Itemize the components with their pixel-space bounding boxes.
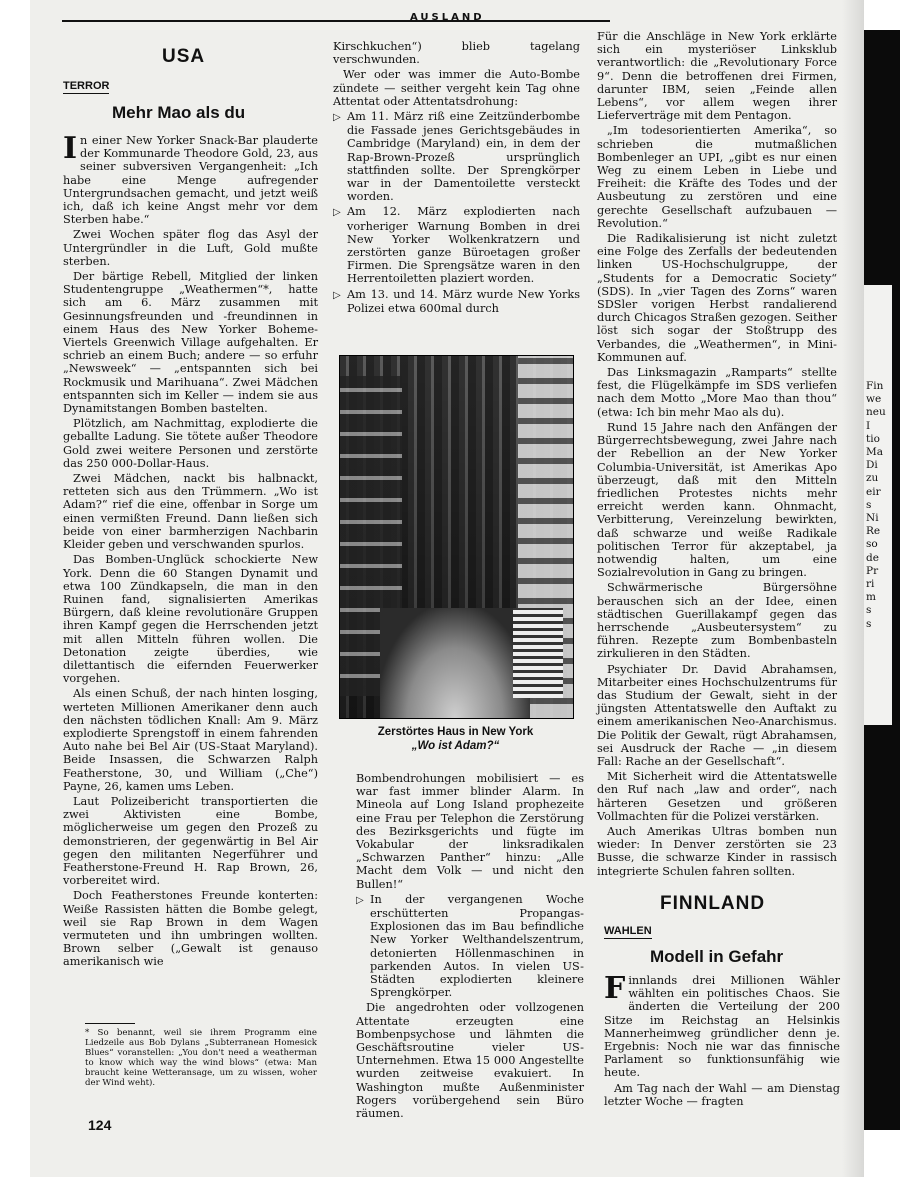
photo-rubble (380, 608, 530, 718)
footnote: * So benannt, weil sie ihrem Programm eine Liedzeile aus Bob Dylans „Subterranean Homesick Blues“ voranstellen: „You don't need a weatherman to know which way the wind blows“ (etwa: Man braucht keine Wetteransage, um zu wissen, woher der Wind weht). (85, 1028, 317, 1088)
edge-text-block (866, 380, 886, 631)
paragraph: Rund 15 Jahre nach den Anfängen der Bürgerrechtsbewegung, zwei Jahre nach der Rebellion an der New Yorker Columbia-Universität, ist Amerikas Apo überzeugt, daß mit den Mitteln friedlichen Protestes nichts mehr erreicht werden kann. Ohnmacht, Verbitterung, Vereinzelung bewirkten, daß schwarze und weiße Radikale politischen Terror für akzeptabel, ja notwendig halten, um eine Sozialrevolution in Gang zu bringen. (597, 420, 837, 580)
paragraph: Laut Polizeibericht transportierten die zwei Aktivisten eine Bombe, möglicherweise um gegen den Prozeß zu demonstrieren, der gegenwärtig in Bel Air gegen den militanten Negerführer und Featherstone-Freund H. Rap Brown, 26, vorbereitet wird. (63, 794, 318, 888)
paragraph: Die angedrohten oder vollzogenen Attentate erzeugten eine Bombenpsychose und lähmten die Geschäftsroutine vieler US-Unternehmen. Etwa 15 000 Angestellte wurden zeitweise evakuiert. In Washington mußte Außenminister Rogers vorübergehend sein Büro räumen. (356, 1001, 584, 1121)
footnote-rule (85, 1023, 135, 1024)
paragraph: Kirschkuchen“) blieb tagelang verschwunden. (333, 40, 580, 67)
column-2-bottom (356, 772, 584, 1122)
section-country-usa: USA (162, 46, 206, 67)
triangle-bullet-icon: ▷ (333, 207, 341, 219)
bullet-item: ▷ In der vergangenen Woche erschütterten Propangas-Explosionen das im Bau befindliche New Yorker Welthandelszentrum, detonierten Höllenmaschinen in parkenden Autos. In vielen US-Städten explodierten kleinere Sprengkörper. (356, 892, 584, 1000)
paragraph: In einer New Yorker Snack-Bar plauderte der Kommunarde Theodore Gold, 23, aus seiner subversiven Vergangenheit: „Ich habe eine Menge aufregender Untergrundsachen gemacht, und jetzt weiß ich, daß ich keine Angst mehr vor dem Sterben habe.“ (63, 131, 318, 227)
edge-fragment: ri (866, 578, 875, 591)
paragraph: Als einen Schuß, der nach hinten losging, werteten Millionen Amerikaner denn auch den nächsten tödlichen Knall: Am 9. März explodierte Sprengstoff in einem fahrenden Auto nahe bei Bel Air (US-Staat Maryland). Beide Insassen, die Schwarzen Ralph Featherstone, 30, und William („Che“) Payne, 26, kamen ums Leben. (63, 687, 318, 793)
paragraph: Doch Featherstones Freunde konterten: Weiße Rassisten hätten die Bombe gelegt, weil sie Rap Brown in dem Wagen vermuteten und ihn umbringen wollten. Brown selber („Gewalt ist genauso amerikanisch wie (63, 889, 318, 969)
paragraph: Zwei Wochen später flog das Asyl der Untergründler in die Luft, Gold mußte sterben. (63, 228, 318, 268)
edge-fragment: m (866, 591, 876, 604)
edge-fragment: s (866, 617, 872, 630)
paragraph: „Im todesorientierten Amerika“, so schrieben die mutmaßlichen Bombenleger an UPI, „gibt es nur einen Weg zu einem Leben in Liebe und Freiheit: die Kräfte des Todes und der Ausbeutung zu zerstören und eine gerechte Gesellschaft aufzubauen — Revolution.“ (597, 124, 837, 230)
headline-finnland: Modell in Gefahr (650, 947, 784, 966)
photo-caption (339, 725, 572, 753)
column-finnland (604, 971, 840, 1110)
paragraph: Finnlands drei Millionen Wähler wählten ein politisches Chaos. Sie änderten die Verteilung der 200 Sitze im Reichstag an Helsinkis Mannerheimweg gründlicher denn je. Ergebnis: Noch nie war das finnische Parlament so funktionsunfähig wie heute. (604, 971, 840, 1080)
rubric-wahlen: WAHLEN (604, 925, 652, 937)
paragraph: Zwei Mädchen, nackt bis halbnackt, retteten sich aus den Trümmern. „Wo ist Adam?“ rief die eine, offenbar in Sorge um einen vermißten Freund. Dann ließen sich beide von einer barmherzigen Nachbarin Kleider geben und verschwanden spurlos. (63, 472, 318, 552)
caption-line: „Wo ist Adam?“ (411, 740, 500, 752)
column-2-top (333, 40, 580, 317)
header-rule (62, 20, 610, 22)
photo-stairs (513, 608, 563, 698)
edge-fragment: Fin (866, 380, 884, 392)
column-3 (597, 30, 837, 880)
paragraph: Plötzlich, am Nachmittag, explodierte die geballte Ladung. Sie tötete außer Theodore Gold zwei weitere Personen und zerstörte das 250 000-Dollar-Haus. (63, 417, 318, 470)
edge-fragment: Ma (866, 446, 884, 459)
paragraph: Das Bomben-Unglück schockierte New York. Denn die 60 Stangen Dynamit und etwa 100 Zündkapseln, die man in den Ruinen fand, signalisierten Amerikas Bürgern, daß kleine revolutionäre Gruppen ihren Kampf gegen die Herrschenden jetzt mit allen Mitteln führen wollen. Die Detonation zeigte überdies, wie dilettantisch die eifernden Feuerwerker vorgehen. (63, 553, 318, 686)
paragraph: Schwärmerische Bürgersöhne berauschen sich an der Idee, einen städtischen Guerillakampf gegen das herrschende „Ausbeutersystem“ zu führen. Rezepte zum Bombenbasteln zirkulieren in den Städten. (597, 581, 837, 661)
edge-fragment: s (866, 604, 872, 617)
paragraph: Am Tag nach der Wahl — am Dienstag letzter Woche — fragten (604, 1081, 840, 1108)
triangle-bullet-icon: ▷ (356, 894, 364, 906)
paragraph: Das Linksmagazin „Ramparts“ stellte fest, die Flügelkämpfe im SDS verliefen nach dem Motto „More Mao than thou“ (etwa: Ich bin mehr Mao als du). (597, 366, 837, 419)
edge-fragment: Pr (866, 564, 879, 577)
edge-fragment: Re (866, 525, 881, 538)
running-head: AUSLAND (410, 12, 485, 23)
edge-fragment: neu (866, 406, 886, 419)
bullet-item: ▷ Am 13. und 14. März wurde New Yorks Polizei etwa 600mal durch (333, 287, 580, 315)
paragraph: Mit Sicherheit wird die Attentatswelle den Ruf nach „law and order“, nach härteren Gesetzen und größeren Vollmachten für die Polizei verstärken. (597, 770, 837, 823)
edge-fragment: tio (866, 432, 880, 445)
page-number: 124 (88, 1117, 112, 1133)
column-1 (63, 131, 318, 971)
paragraph: Der bärtige Rebell, Mitglied der linken Studentengruppe „Weathermen“*, hatte sich am 6. März zusammen mit Gesinnungsfreunden und -freundinnen in einem Haus des New Yorker Boheme-Viertels Greenwich Village aufgehalten. Er schrieb an einem Buch; andere — so erfuhr „Newsweek“ — „entspannten sich bei Rockmusik und Marihuana“. Zwei Mädchen entspannten sich im Keller — indem sie aus Dynamitstangen Bomben bastelten. (63, 270, 318, 416)
triangle-bullet-icon: ▷ (333, 289, 341, 301)
paragraph: Die Radikalisierung ist nicht zuletzt eine Folge des Zerfalls der bedeutenden linken US-Hochschulgruppe, der „Students for a Democratic Society“ (SDS). In „vier Tagen des Zorns“ waren SDSler vorigen Herbst randalierend durch Chicagos Straßen gezogen. Seither löst sich sogar der Stoßtrupp des Verbandes, die „Weathermen“, in Mini-Kommunen auf. (597, 232, 837, 364)
edge-fragment: zu (866, 472, 879, 485)
paragraph: Psychiater Dr. David Abrahamsen, Mitarbeiter eines Hochschulzentrums für das Studium der Gewalt, sieht in der jüngsten Attentatswelle den Auftakt zu einem amerikanischen Neo-Anarchismus. Die Politik der Gewalt, rügt Abrahamsen, sei Ausdruck der Rache — „in diesem Fall: Rache an der Gesellschaft“. (597, 662, 837, 768)
paragraph: Für die Anschläge in New York erklärte sich ein mysteriöser Linksklub verantwortlich: die „Revolutionary Force 9“. Denn die betroffenen drei Firmen, darunter IBM, seien „Feinde allen Lebens“, vor allem wegen ihrer Lieferverträge mit dem Pentagon. (597, 30, 837, 123)
edge-fragment: so (866, 538, 878, 551)
drop-cap: F (604, 971, 626, 1006)
bullet-item: ▷ Am 12. März explodierten nach vorheriger Warnung Bomben in drei New Yorker Wolkenkratzern und zerstörten ganze Büroetagen großer Firmen. Die Sprengsätze waren in den Herrentoiletten plaziert worden. (333, 205, 580, 286)
edge-fragment: Di (866, 459, 878, 472)
triangle-bullet-icon: ▷ (333, 112, 341, 124)
edge-fragment: I (866, 419, 871, 432)
paragraph: Auch Amerikas Ultras bomben nun wieder: In Denver zerstörten sie 23 Busse, die schwarze Kinder in rassisch integrierte Schulen fahren sollten. (597, 824, 837, 878)
edge-fragment: eir (866, 485, 881, 498)
page-edge-shadow (842, 0, 864, 1177)
edge-fragment: Ni (866, 512, 879, 525)
paragraph: Bombendrohungen mobilisiert — es war fast immer blinder Alarm. In Mineola auf Long Island prophezeite eine Frau per Telephon die Zerstörung des Bezirksgerichts und fügte im Vokabular der linksradikalen „Schwarzen Panther“ hinzu: „Alle Macht dem Volk — und nicht den Bullen!“ (356, 772, 584, 891)
caption-line: Zerstörtes Haus in New York (377, 726, 534, 738)
section-country-finnland: FINNLAND (660, 893, 766, 914)
headline-usa: Mehr Mao als du (112, 103, 246, 122)
edge-fragment: we (866, 393, 882, 406)
photo-destroyed-house (339, 355, 574, 719)
edge-fragment: de (866, 551, 879, 564)
edge-fragment: s (866, 498, 872, 511)
paragraph: Wer oder was immer die Auto-Bombe zündete — seither vergeht kein Tag ohne Attentat oder Attentatsdrohung: (333, 68, 580, 108)
bullet-item: ▷ Am 11. März riß eine Zeitzünderbombe die Fassade jenes Gerichtsgebäudes in Cambridge (Maryland) ein, in dem der Rap-Brown-Prozeß ursprünglich stattfinden sollte. Der Sprengkörper war in der Damentoilette versteckt worden. (333, 110, 580, 204)
rubric-terror: TERROR (63, 80, 110, 92)
drop-cap: I (63, 131, 78, 166)
